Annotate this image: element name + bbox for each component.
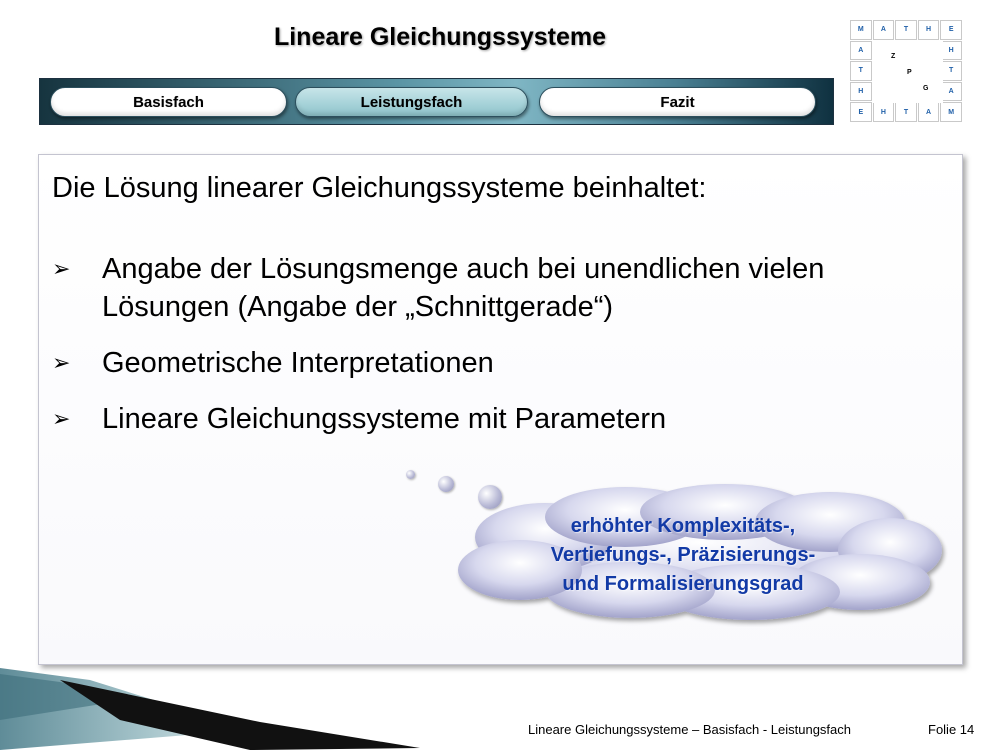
thought-dot-small [406,470,415,479]
arrow-bullet-icon: ➢ [52,256,71,281]
arrow-bullet-icon: ➢ [52,350,71,375]
bullet-text: Angabe der Lösungsmenge auch bei unendlichen vielen Lösungen (Angabe der „Schnittgerade“) [102,253,825,323]
logo-cell: A [850,41,872,61]
bullet-text: Geometrische Interpretationen [102,347,494,379]
logo-cell: T [940,61,962,81]
logo-cell: A [873,20,895,40]
footer-swoosh-decoration [0,660,520,750]
nav-bar [39,78,834,125]
logo-letter-p: P [907,69,912,76]
bullet-text: Lineare Gleichungssysteme mit Parametern [102,403,667,435]
logo-cell: H [850,82,872,102]
logo-center [873,41,943,103]
footer-text: Lineare Gleichungssysteme – Basisfach - Leistungsfach [528,722,852,737]
logo-cell: T [850,61,872,81]
callout-line: und Formalisierungsgrad [562,573,804,595]
callout-text [492,512,874,599]
list-item [52,400,952,438]
logo-cell: H [940,41,962,61]
bullet-list [52,250,952,456]
callout-line: erhöhter Komplexitäts-, [570,515,796,537]
logo-cell: E [940,20,962,40]
list-item [52,344,952,382]
tab-basisfach[interactable]: Basisfach [50,87,287,117]
callout-line: Vertiefungs-, Präzisierungs- [550,544,816,566]
logo-letter-z: Z [891,53,896,60]
content-heading: Die Lösung linearer Gleichungssysteme beinhaltet: [52,172,707,204]
logo [850,20,968,127]
logo-cell: M [850,20,872,40]
logo-cell: T [895,102,917,122]
tab-fazit[interactable]: Fazit [539,87,816,117]
logo-cell: M [940,102,962,122]
logo-cell: E [850,102,872,122]
tab-leistungsfach[interactable]: Leistungsfach [295,87,528,117]
logo-cell: A [918,102,940,122]
logo-cell: T [895,20,917,40]
logo-cell: H [873,102,895,122]
list-item [52,250,952,326]
arrow-bullet-icon: ➢ [52,406,71,431]
logo-letter-g: G [923,85,929,92]
slide-title: Lineare Gleichungssysteme [273,23,607,51]
logo-cell: A [940,82,962,102]
logo-cell: H [918,20,940,40]
slide-number: Folie 14 [928,722,975,737]
